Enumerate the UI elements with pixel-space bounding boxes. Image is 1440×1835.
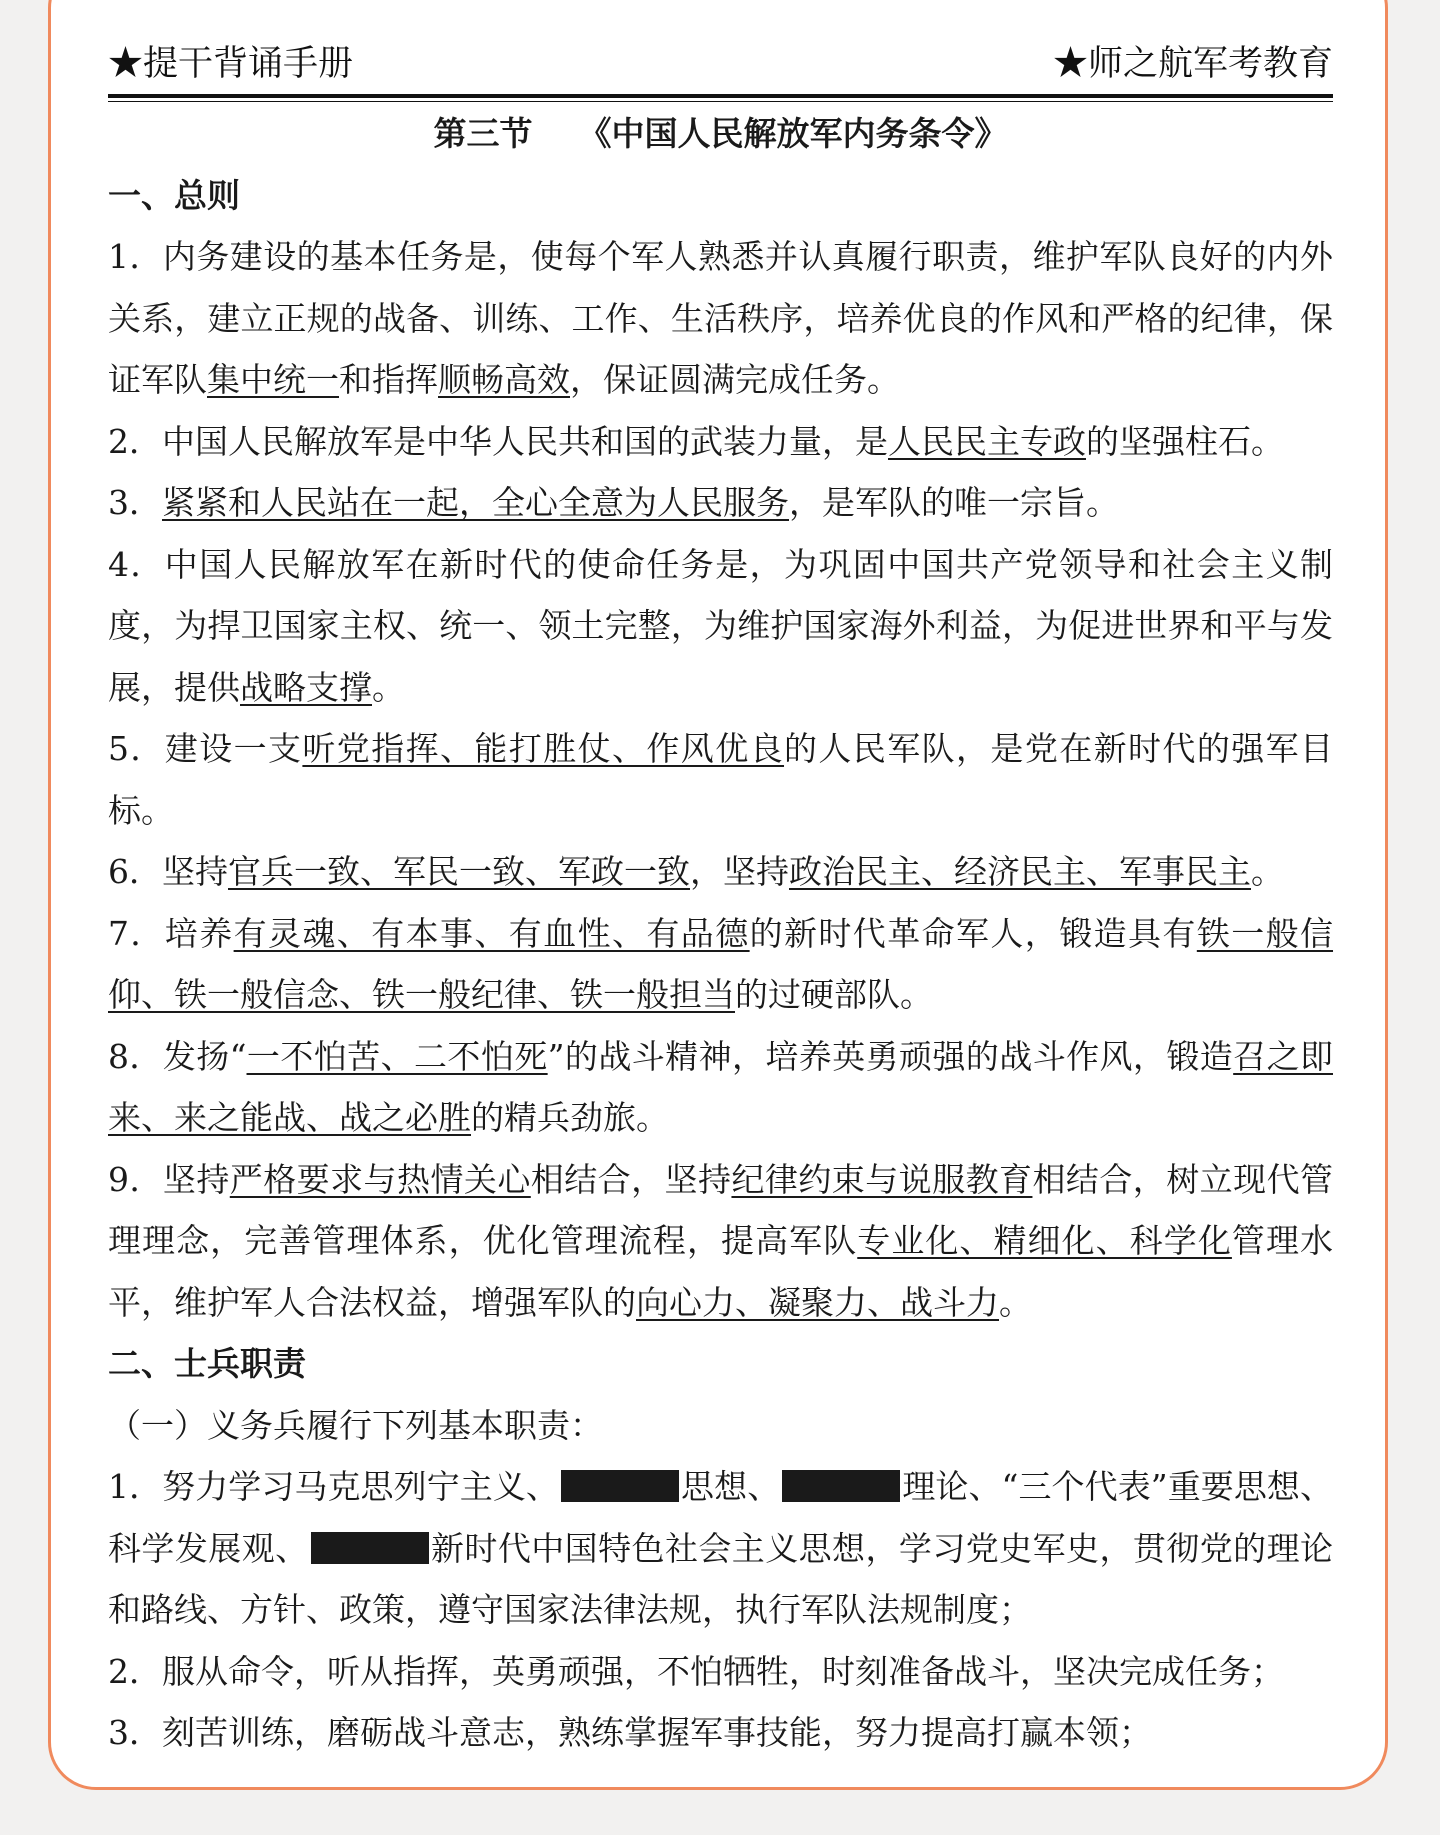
paragraph-6: 6．坚持官兵一致、军民一致、军政一致，坚持政治民主、经济民主、军事民主。 bbox=[108, 852, 1284, 891]
key-phrase: 顺畅高效 bbox=[438, 360, 570, 399]
document-body bbox=[108, 103, 1333, 1764]
paragraph-3: 3．紧紧和人民站在一起，全心全意为人民服务，是军队的唯一宗旨。 bbox=[108, 483, 1119, 522]
key-phrase: 集中统一 bbox=[207, 360, 339, 399]
paragraph-7: 7．培养有灵魂、有本事、有血性、有品德的新时代革命军人，锻造具有铁一般信仰、铁一般信念、铁一般纪律、铁一般担当的过硬部队。 bbox=[108, 913, 1334, 1014]
duty-item-1: 1．努力学习马克思列宁主义、 思想、 理论、“三个代表”重要思想、科学发展观、 新时代中国特色社会主义思想，学习党史军史，贯彻党的理论和路线、方针、政策，遵守国家法律法规，执行军队法规制度； bbox=[108, 1467, 1334, 1629]
key-phrase: 专业化、精细化、科学化 bbox=[857, 1221, 1232, 1260]
key-phrase: 严格要求与热情关心 bbox=[229, 1159, 531, 1199]
key-phrase: 紧紧和人民站在一起，全心全意为人民服务 bbox=[162, 483, 789, 522]
duty-item-3: 3．刻苦训练，磨砺战斗意志，熟练掌握军事技能，努力提高打赢本领； bbox=[108, 1713, 1152, 1752]
paragraph-2: 2．中国人民解放军是中华人民共和国的武装力量，是人民民主专政的坚强柱石。 bbox=[108, 421, 1284, 461]
key-phrase: 铁一般信仰、铁一般信念、铁一般纪律、铁一般担当 bbox=[108, 913, 1334, 1014]
key-phrase: 有灵魂、有本事、有血性、有品德 bbox=[233, 913, 750, 953]
header-rule-thick bbox=[108, 94, 1333, 98]
page-header bbox=[108, 40, 1333, 88]
paragraph-8: 8．发扬“一不怕苦、二不怕死”的战斗精神，培养英勇顽强的战斗作风，锻造召之即来、来之能战、战之必胜的精兵劲旅。 bbox=[108, 1036, 1333, 1137]
section-title: 第三节 《中国人民解放军内务条令》 bbox=[433, 114, 1008, 153]
key-phrase: 人民民主专政 bbox=[888, 421, 1086, 461]
heading-soldier-duties: 二、士兵职责 bbox=[108, 1344, 306, 1383]
duty-item-2: 2．服从命令，听从指挥，英勇顽强，不怕牺牲，时刻准备战斗，坚决完成任务； bbox=[108, 1651, 1284, 1691]
subheading-conscript-duties: （一）义务兵履行下列基本职责： bbox=[108, 1405, 603, 1445]
key-phrase: 官兵一致、军民一致、军政一致 bbox=[228, 852, 690, 891]
paragraph-4: 4．中国人民解放军在新时代的使命任务是，为巩固中国共产党领导和社会主义制度，为捍卫国家主权、统一、领土完整，为维护国家海外利益，为促进世界和平与发展，提供战略支撑。 bbox=[108, 544, 1333, 707]
heading-general-principles: 一、总则 bbox=[108, 175, 240, 215]
key-phrase: 政治民主、经济民主、军事民主 bbox=[789, 852, 1251, 891]
paragraph-1: 1．内务建设的基本任务是，使每个军人熟悉并认真履行职责，维护军队良好的内外关系，建立正规的战备、训练、工作、生活秩序，培养优良的作风和严格的纪律，保证军队集中统一和指挥顺畅高效，保证圆满完成任务。 bbox=[108, 237, 1333, 399]
redaction-bar bbox=[782, 1470, 900, 1502]
key-phrase: 向心力、凝聚力、战斗力 bbox=[636, 1282, 999, 1322]
key-phrase: 战略支撑 bbox=[240, 667, 372, 707]
key-phrase: 召之即来、来之能战、战之必胜 bbox=[108, 1036, 1333, 1137]
redaction-bar bbox=[311, 1532, 429, 1564]
header-right-brand: ★师之航军考教育 bbox=[1052, 44, 1333, 84]
paragraph-9: 9．坚持严格要求与热情关心相结合，坚持纪律约束与说服教育相结合，树立现代管理理念，完善管理体系，优化管理流程，提高军队专业化、精细化、科学化管理水平，维护军人合法权益，增强军队的向心力、凝聚力、战斗力。 bbox=[108, 1159, 1334, 1322]
redaction-bar bbox=[561, 1470, 679, 1502]
key-phrase: 一不怕苦、二不怕死 bbox=[246, 1036, 548, 1076]
header-rule-thin bbox=[108, 101, 1333, 102]
key-phrase: 听党指挥、能打胜仗、作风优良 bbox=[302, 729, 785, 768]
key-phrase: 纪律约束与说服教育 bbox=[731, 1159, 1033, 1199]
paragraph-5: 5．建设一支听党指挥、能打胜仗、作风优良的人民军队，是党在新时代的强军目标。 bbox=[108, 729, 1334, 830]
header-left-title: ★提干背诵手册 bbox=[108, 44, 354, 84]
